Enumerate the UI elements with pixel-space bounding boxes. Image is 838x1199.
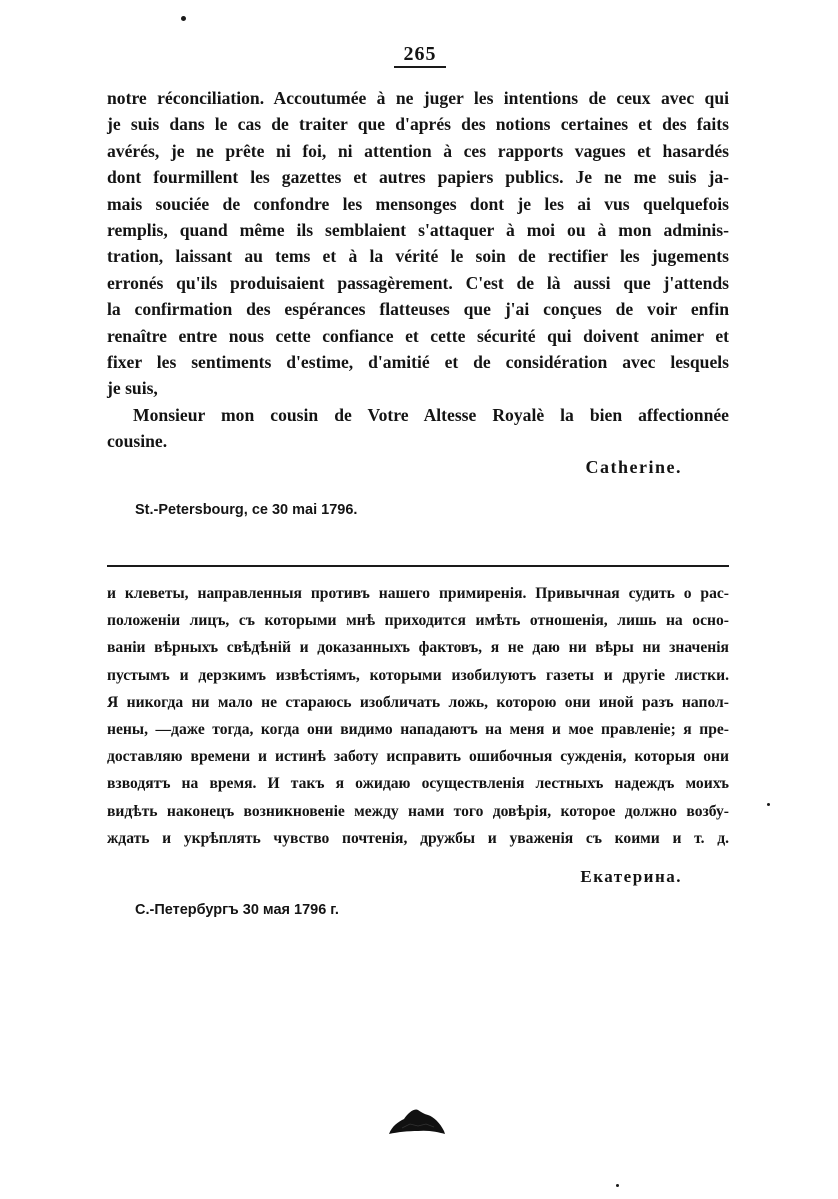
russian-line: взводятъ на время. И такъ я ожидаю осуществленія лестныхъ надеждъ моихъ <box>107 775 729 793</box>
russian-signature: Екатерина. <box>580 867 682 886</box>
french-dateline: St.-Petersbourg, ce 30 mai 1796. <box>135 502 358 518</box>
ink-speck <box>181 16 186 21</box>
tailpiece-ornament <box>388 1106 446 1136</box>
section-divider <box>107 565 729 567</box>
russian-line: Я никогда ни мало не стараюсь изобличать ложь, которою они иной разъ напол- <box>107 693 729 711</box>
french-line: avérés, je ne prête ni foi, ni attention à ces rapports vagues et hasardés <box>107 140 729 161</box>
french-line: je suis dans le cas de traiter que d'aprés des notions certaines et des faits <box>107 114 729 135</box>
french-line: remplis, quand même ils semblaient s'attaquer à moi ou à mon adminis- <box>107 220 729 241</box>
russian-line: ждать и укрѣплять чувство почтенія, дружбы и уваженія съ коими и т. д. <box>107 829 729 847</box>
french-letter-text <box>107 85 729 455</box>
french-line: la confirmation des espérances flatteuses que j'ai conçues de voir enfin <box>107 299 729 320</box>
russian-line: положеніи лицъ, съ которыми мнѣ приходится имѣть отношенія, лишь на осно- <box>107 612 729 630</box>
russian-line: и клеветы, направленныя противъ нашего примиренія. Привычная судить о рас- <box>107 585 729 602</box>
french-line: fixer les sentiments d'estime, d'amitié et de considération avec lesquels <box>107 352 729 373</box>
ink-speck <box>767 803 770 806</box>
french-line: je suis, <box>107 378 158 399</box>
french-line: tration, laissant au tems et à la vérité le soin de rectifier les jugements <box>107 246 729 267</box>
ink-speck <box>616 1184 619 1187</box>
russian-dateline: С.-Петербургъ 30 мая 1796 г. <box>135 902 339 918</box>
french-line: mais souciée de confondre les mensonges dont je les ai vus quelquefois <box>107 193 729 214</box>
french-closing-line: Monsieur mon cousin de Votre Altesse Royalè la bien affectionnée <box>133 404 729 425</box>
russian-line: ваніи вѣрныхъ свѣдѣній и доказанныхъ фактовъ, я не даю ни вѣры ни значенія <box>107 639 729 657</box>
french-line: erronés qu'ils produisaient passagèrement. C'est de là aussi que j'attends <box>107 272 729 293</box>
page-number: 265 <box>403 43 437 65</box>
french-line: notre réconciliation. Accoutumée à ne juger les intentions de ceux avec qui <box>107 88 729 108</box>
russian-line: пустымъ и дерзкимъ извѣстіямъ, которыми изобилуютъ газеты и другіе листки. <box>107 666 729 684</box>
page-number-underline <box>394 66 446 68</box>
french-line: renaître entre nous cette confiance et cette sécurité qui doivent animer et <box>107 325 729 346</box>
russian-line: доставляю времени и истинѣ заботу исправить ошибочныя сужденія, которыя они <box>107 748 729 766</box>
russian-line: видѣть наконецъ возникновеніе между нами того довѣрія, которое должно возбу- <box>107 802 729 820</box>
french-signature: Catherine. <box>585 457 682 477</box>
russian-translation-text <box>107 580 729 852</box>
french-line: dont fourmillent les gazettes et autres papiers publics. Je ne me suis ja- <box>107 167 729 188</box>
french-closing-line: cousine. <box>107 431 168 452</box>
russian-line: нены, —даже тогда, когда они видимо нападаютъ на меня и мое правленіе; я пре- <box>107 721 729 739</box>
